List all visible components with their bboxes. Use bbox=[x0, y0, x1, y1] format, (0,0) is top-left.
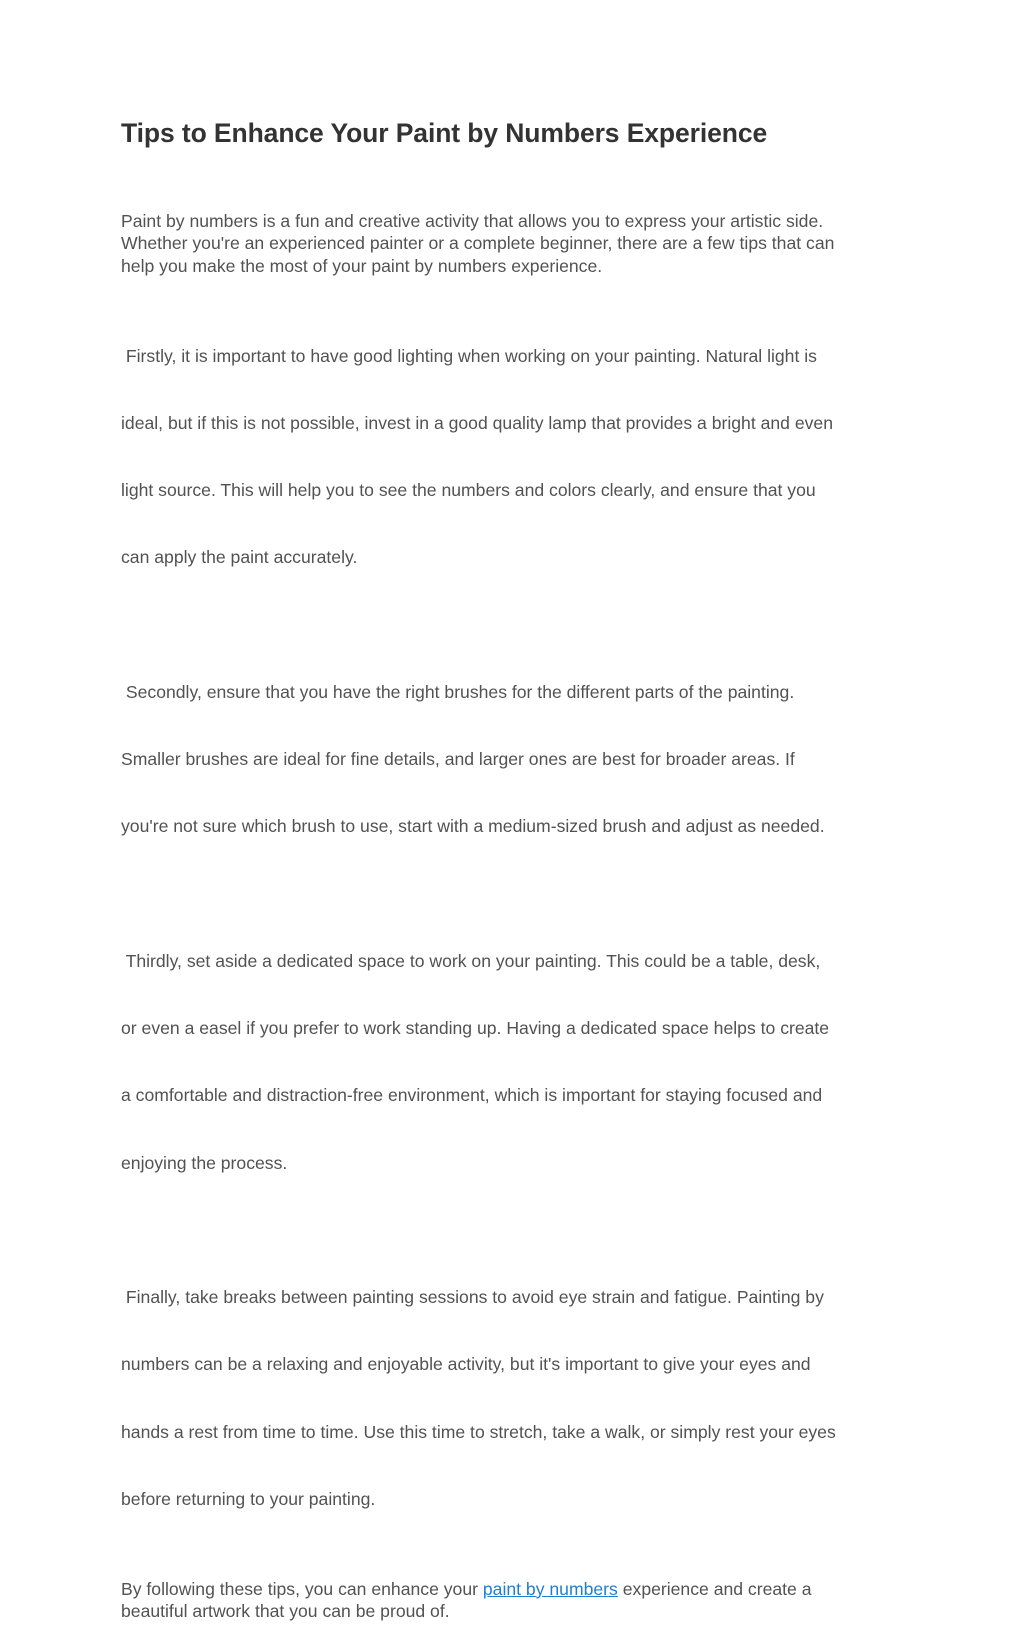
paragraph-intro bbox=[121, 210, 921, 277]
text-line: light source. This will help you to see the numbers and colors clearly, and ensure that you bbox=[121, 480, 816, 501]
closing-line bbox=[121, 1578, 921, 1600]
text-line: before returning to your painting. bbox=[121, 1488, 376, 1509]
paint-by-numbers-link[interactable]: paint by numbers bbox=[482, 1578, 618, 1599]
text-line: enjoying the process. bbox=[121, 1152, 288, 1173]
text-line: Smaller brushes are ideal for fine details, and larger ones are best for broader areas. If bbox=[121, 749, 795, 770]
text-line: ideal, but if this is not possible, invest in a good quality lamp that provides a bright and even bbox=[121, 412, 833, 433]
text-line: beautiful artwork that you can be proud of. bbox=[121, 1601, 450, 1622]
text-line: numbers can be a relaxing and enjoyable activity, but it's important to give your eyes and bbox=[121, 1354, 811, 1375]
paragraph-closing bbox=[121, 1578, 921, 1623]
closing-text-after-link: experience and create a bbox=[617, 1578, 812, 1599]
text-line: a comfortable and distraction-free environment, which is important for staying focused and bbox=[121, 1085, 823, 1106]
text-line: you're not sure which brush to use, start with a medium-sized brush and adjust as needed. bbox=[121, 816, 825, 837]
text-line: Thirdly, set aside a dedicated space to work on your painting. This could be a table, desk, bbox=[121, 950, 821, 971]
text-line: Firstly, it is important to have good lighting when working on your painting. Natural light is bbox=[121, 345, 817, 366]
text-line: or even a easel if you prefer to work standing up. Having a dedicated space helps to create bbox=[121, 1018, 830, 1039]
text-line: help you make the most of your paint by numbers experience. bbox=[121, 255, 603, 276]
document-body bbox=[121, 210, 921, 1645]
closing-text-before-link: By following these tips, you can enhance your bbox=[121, 1578, 483, 1599]
document-title: Tips to Enhance Your Paint by Numbers Experience bbox=[121, 118, 768, 148]
text-line: Whether you're an experienced painter or a complete beginner, there are a few tips that can bbox=[121, 233, 835, 254]
text-line: Paint by numbers is a fun and creative activity that allows you to express your artistic side. bbox=[121, 211, 824, 231]
text-line: can apply the paint accurately. bbox=[121, 547, 358, 568]
paragraph-workspace bbox=[121, 905, 921, 1219]
paragraph-brushes bbox=[121, 636, 921, 882]
text-line: Finally, take breaks between painting sessions to avoid eye strain and fatigue. Painting by bbox=[121, 1287, 824, 1308]
paragraph-breaks bbox=[121, 1241, 921, 1555]
paragraph-lighting bbox=[121, 300, 921, 614]
text-line: hands a rest from time to time. Use this time to stretch, take a walk, or simply rest your eyes bbox=[121, 1421, 836, 1442]
text-line: Secondly, ensure that you have the right brushes for the different parts of the painting. bbox=[121, 681, 795, 702]
